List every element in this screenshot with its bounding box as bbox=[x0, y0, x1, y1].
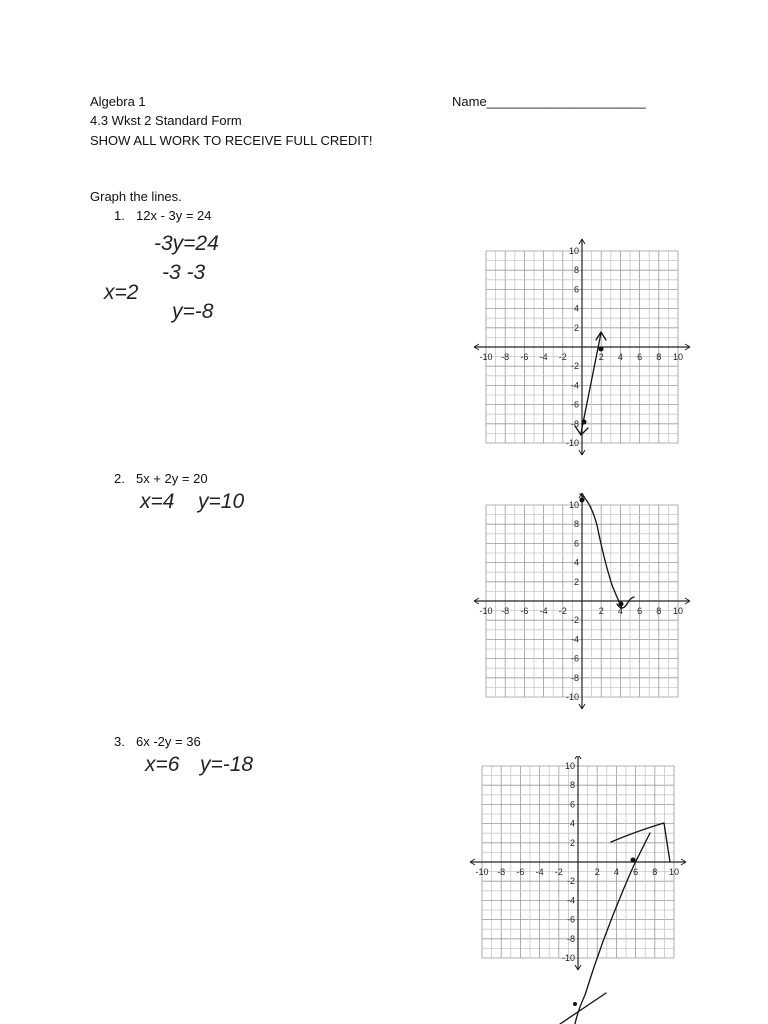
y-tick-label: 6 bbox=[573, 538, 579, 549]
x-tick-label: -8 bbox=[501, 352, 510, 362]
problem-3-equation: 6x -2y = 36 bbox=[136, 734, 201, 749]
y-tick-label: -6 bbox=[570, 399, 579, 410]
y-tick-label: 6 bbox=[573, 284, 579, 295]
y-tick-label: 10 bbox=[564, 761, 575, 771]
x-tick-label: -4 bbox=[539, 352, 548, 362]
p1-step2: -3 -3 bbox=[162, 261, 206, 284]
y-tick-label: 8 bbox=[573, 519, 579, 530]
problem-1-number: 1. bbox=[114, 208, 125, 223]
y-tick-label: 10 bbox=[568, 500, 579, 510]
y-tick-label: 2 bbox=[573, 576, 579, 587]
x-tick-label: 8 bbox=[652, 867, 658, 877]
x-tick-label: -6 bbox=[520, 606, 529, 616]
p2-x-intercept: x=4 bbox=[140, 490, 175, 513]
y-tick-label: -4 bbox=[570, 380, 579, 391]
x-tick-label: -6 bbox=[520, 352, 529, 362]
x-tick-label: 10 bbox=[668, 867, 680, 877]
y-tick-label: 2 bbox=[569, 837, 575, 848]
x-tick-label: 10 bbox=[672, 606, 684, 616]
x-tick-label: -8 bbox=[501, 606, 510, 616]
graph-3-tail bbox=[560, 993, 606, 1024]
x-tick-label: -2 bbox=[558, 352, 567, 362]
problem-2-equation: 5x + 2y = 20 bbox=[136, 471, 208, 486]
name-field[interactable]: Name______________________ bbox=[452, 94, 646, 109]
x-tick-label: 2 bbox=[598, 352, 604, 362]
x-tick-label: 4 bbox=[613, 867, 619, 877]
x-tick-label: -2 bbox=[558, 606, 567, 616]
problem-3-number: 3. bbox=[114, 734, 125, 749]
x-tick-label: -2 bbox=[554, 867, 563, 877]
x-tick-label: -6 bbox=[516, 867, 525, 877]
problem-1-equation: 12x - 3y = 24 bbox=[136, 208, 212, 223]
x-tick-label: -4 bbox=[539, 606, 548, 616]
y-tick-label: -2 bbox=[570, 361, 579, 372]
x-tick-label: 6 bbox=[633, 867, 639, 877]
y-tick-label: -6 bbox=[566, 914, 575, 925]
course-title: Algebra 1 bbox=[90, 94, 146, 109]
x-tick-label: 4 bbox=[617, 352, 623, 362]
y-tick-label: 4 bbox=[573, 303, 579, 314]
y-tick-label: 10 bbox=[568, 246, 579, 256]
x-tick-label: 8 bbox=[656, 352, 662, 362]
x-tick-label: -4 bbox=[535, 867, 544, 877]
x-tick-label: 6 bbox=[637, 352, 643, 362]
y-tick-label: -2 bbox=[566, 876, 575, 887]
x-tick-label: 2 bbox=[598, 606, 604, 616]
y-tick-label: 8 bbox=[573, 265, 579, 276]
x-tick-label: 6 bbox=[637, 606, 643, 616]
graph-3[interactable] bbox=[466, 756, 692, 974]
y-tick-label: 6 bbox=[569, 799, 575, 810]
p1-y-intercept: y=-8 bbox=[172, 300, 214, 323]
graph-3-point-low bbox=[573, 1002, 577, 1006]
x-tick-label: -8 bbox=[497, 867, 506, 877]
instruction: SHOW ALL WORK TO RECEIVE FULL CREDIT! bbox=[90, 133, 373, 148]
y-tick-label: -4 bbox=[566, 895, 575, 906]
y-tick-label: 8 bbox=[569, 780, 575, 791]
x-tick-label: 2 bbox=[594, 867, 600, 877]
p3-x-intercept: x=6 bbox=[145, 753, 180, 776]
y-tick-label: -6 bbox=[570, 653, 579, 664]
x-tick-label: 8 bbox=[656, 606, 662, 616]
graph-2[interactable] bbox=[472, 492, 692, 710]
y-tick-label: -4 bbox=[570, 634, 579, 645]
y-tick-label: -10 bbox=[561, 953, 575, 963]
x-tick-label: -10 bbox=[479, 606, 493, 616]
y-tick-label: -8 bbox=[566, 933, 575, 944]
p1-step1: -3y=24 bbox=[154, 232, 219, 255]
y-tick-label: -8 bbox=[570, 418, 579, 429]
y-tick-label: -2 bbox=[570, 615, 579, 626]
y-tick-label: -10 bbox=[565, 692, 579, 702]
p2-y-intercept: y=10 bbox=[198, 490, 245, 513]
x-tick-label: -10 bbox=[479, 352, 493, 362]
problem-2-number: 2. bbox=[114, 471, 125, 486]
x-tick-label: 4 bbox=[617, 606, 623, 616]
graph-1[interactable] bbox=[472, 238, 692, 456]
handwritten-text bbox=[103, 232, 253, 776]
worksheet-title: 4.3 Wkst 2 Standard Form bbox=[90, 113, 242, 128]
y-tick-label: 2 bbox=[573, 322, 579, 333]
p3-y-intercept: y=-18 bbox=[200, 753, 254, 776]
p1-x-intercept: x=2 bbox=[104, 281, 139, 304]
y-tick-label: 4 bbox=[573, 557, 579, 568]
x-tick-label: 10 bbox=[672, 352, 684, 362]
y-tick-label: -8 bbox=[570, 672, 579, 683]
y-tick-label: 4 bbox=[569, 818, 575, 829]
x-tick-label: -10 bbox=[475, 867, 489, 877]
y-tick-label: -10 bbox=[565, 438, 579, 448]
section-prompt: Graph the lines. bbox=[90, 189, 182, 204]
